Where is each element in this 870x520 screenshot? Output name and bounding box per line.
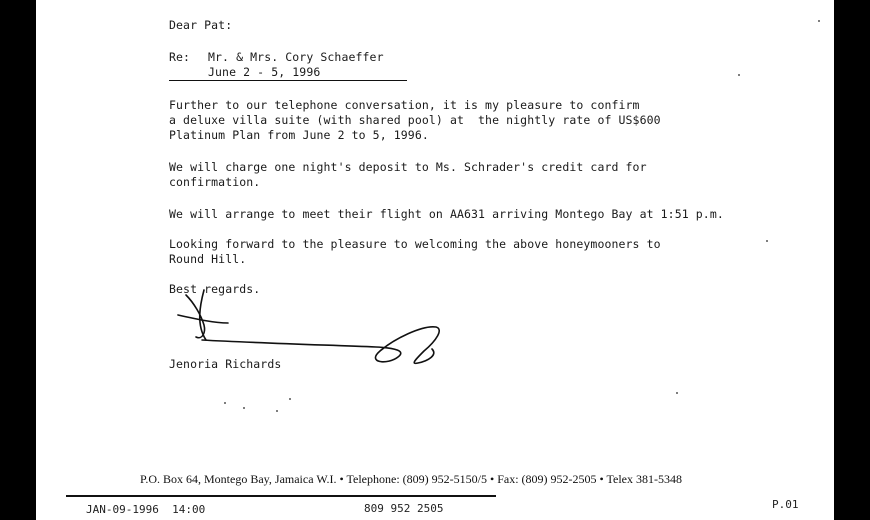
- fax-page-number: P.01: [772, 498, 799, 511]
- fax-header-rule: [66, 495, 496, 497]
- paragraph-line: We will charge one night's deposit to Ms. Schrader's credit card for: [169, 160, 647, 174]
- scan-speck: [289, 398, 291, 400]
- fax-number: 809 952 2505: [364, 502, 444, 515]
- scan-speck: [766, 240, 768, 242]
- signer-name: Jenoria Richards: [169, 357, 282, 371]
- fax-page: [36, 0, 834, 520]
- paragraph-line: Looking forward to the pleasure to welcoming the above honeymooners to: [169, 237, 661, 251]
- paragraph-line: Platinum Plan from June 2 to 5, 1996.: [169, 128, 429, 142]
- scan-speck: [243, 407, 245, 409]
- salutation: Dear Pat:: [169, 18, 233, 32]
- paragraph-line: confirmation.: [169, 175, 261, 189]
- fax-date-time: JAN-09-1996 14:00: [86, 503, 206, 516]
- re-underline: [169, 80, 407, 81]
- paragraph-line: We will arrange to meet their flight on AA631 arriving Montego Bay at 1:51 p.m.: [169, 207, 724, 221]
- re-names: Mr. & Mrs. Cory Schaeffer: [208, 50, 384, 64]
- paragraph-line: Further to our telephone conversation, it is my pleasure to confirm: [169, 98, 640, 112]
- scan-speck: [276, 410, 278, 412]
- scan-speck: [224, 402, 226, 404]
- re-label: Re:: [169, 50, 191, 64]
- paragraph-line: Round Hill.: [169, 252, 247, 266]
- scan-speck: [738, 74, 740, 76]
- closing: Best regards.: [169, 282, 261, 296]
- re-dates: June 2 - 5, 1996: [208, 65, 321, 79]
- paragraph-line: a deluxe villa suite (with shared pool) at the nightly rate of US$600: [169, 113, 661, 127]
- scan-speck: [818, 20, 820, 22]
- scan-speck: [676, 392, 678, 394]
- letterhead-footer: P.O. Box 64, Montego Bay, Jamaica W.I. • Telephone: (809) 952-5150/5 • Fax: (809) 952-2505 • Telex 381-5348: [140, 472, 682, 486]
